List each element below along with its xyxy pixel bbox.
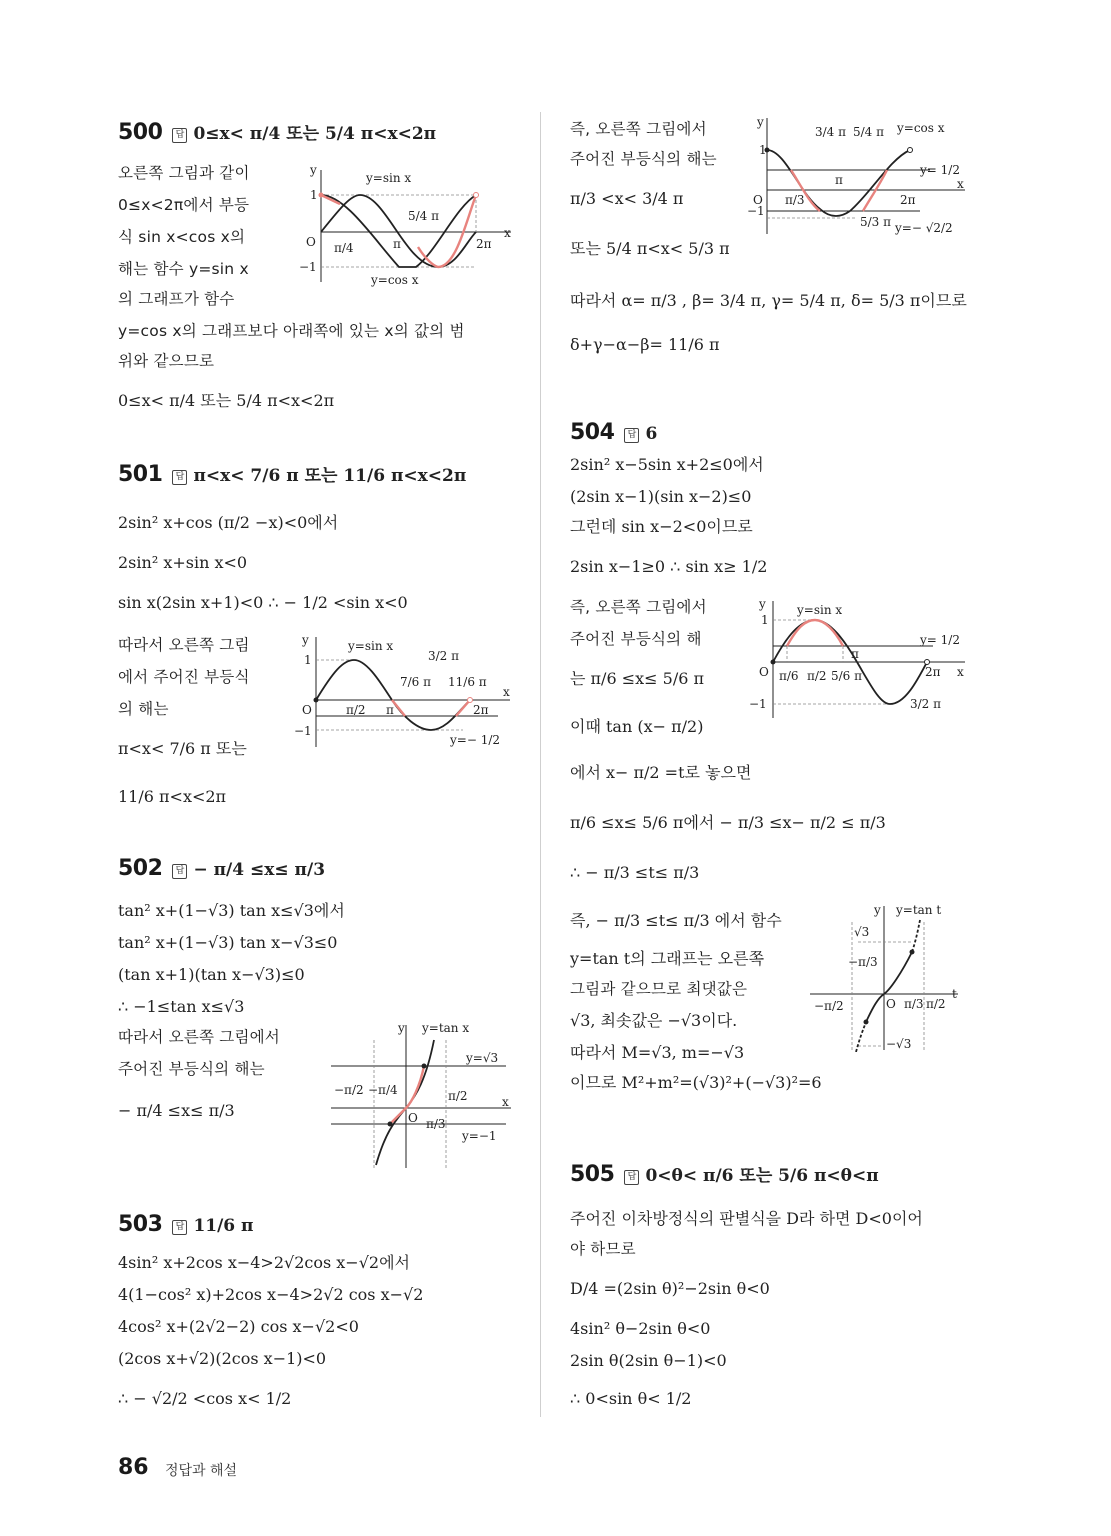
graph-504-sin <box>745 596 970 721</box>
curve-label: y=cos x <box>371 273 419 287</box>
tick-label: −π/3 <box>848 955 878 969</box>
tick-label: 3/2 π <box>910 697 942 711</box>
curve-label: y=cos x <box>897 121 945 135</box>
origin-label: O <box>886 997 896 1011</box>
origin-label: O <box>759 665 769 679</box>
text-line: ∴ 0<sin θ< 1/2 <box>570 1389 692 1408</box>
axis-label: y <box>759 597 766 611</box>
text-line: tan² x+(1−√3) tan x−√3≤0 <box>118 933 338 952</box>
curve-label: y=tan t <box>896 903 942 917</box>
line-label: y= 1/2 <box>920 633 960 647</box>
tick-label: −√3 <box>886 1037 912 1051</box>
tick-label: π/2 <box>346 703 366 717</box>
origin-label: O <box>408 1111 418 1125</box>
tick-label: 2π <box>473 703 489 717</box>
text-line: π/3 <x< 3/4 π <box>570 189 684 208</box>
tick-label: π/3 <box>426 1117 446 1131</box>
problem-503-header <box>118 1214 254 1237</box>
axis-label: x <box>504 226 511 240</box>
tick-label: 2π <box>925 665 941 679</box>
tick-label: π/2 <box>448 1089 468 1103</box>
tick-label: 2π <box>900 193 916 207</box>
text-line: 위와 같으므로 <box>118 352 215 370</box>
tick-label: −π/4 <box>368 1083 398 1097</box>
answer: 0<θ< π/6 또는 5/6 π<θ<π <box>645 1166 879 1186</box>
text-line: 따라서 M=√3, m=−√3 <box>570 1043 745 1062</box>
answer-icon: 답 <box>624 428 639 443</box>
answer-icon: 답 <box>172 470 187 485</box>
tick-label: 1 <box>310 188 318 202</box>
column-divider <box>540 112 541 1417</box>
graph-503 <box>745 114 970 239</box>
text-line: sin x(2sin x+1)<0 ∴ − 1/2 <sin x<0 <box>118 593 408 612</box>
tick-label: √3 <box>854 925 870 939</box>
line-label: y=−1 <box>462 1129 497 1143</box>
text-line: y=cos x의 그래프보다 아래쪽에 있는 x의 값의 범 <box>118 322 465 340</box>
text-line: 11/6 π<x<2π <box>118 787 227 806</box>
text-line: 이때 tan (x− π/2) <box>570 717 704 736</box>
text-line: 또는 5/4 π<x< 5/3 π <box>570 239 730 258</box>
text-line: 의 해는 <box>118 700 169 718</box>
text-line: 주어진 부등식의 해는 <box>570 150 717 168</box>
text-line: 즉, 오른쪽 그림에서 <box>570 598 707 616</box>
tick-label: π <box>835 173 843 187</box>
text-line: 4cos² x+(2√2−2) cos x−√2<0 <box>118 1317 359 1336</box>
tick-label: −1 <box>749 697 767 711</box>
text-line: 0≤x< π/4 또는 5/4 π<x<2π <box>118 391 335 410</box>
text-line: 즉, 오른쪽 그림에서 <box>570 120 707 138</box>
problem-number: 504 <box>570 420 615 445</box>
axis-label: y <box>398 1021 405 1035</box>
tick-label: −π/2 <box>814 999 844 1013</box>
tick-label: π/3 <box>904 997 924 1011</box>
text-line: 에서 x− π/2 =t로 놓으면 <box>570 763 752 782</box>
tick-label: 3/4 π <box>815 125 847 139</box>
tick-label: π/2 <box>926 997 946 1011</box>
answer: 6 <box>645 424 658 444</box>
answer: 0≤x< π/4 또는 5/4 π<x<2π <box>193 124 437 144</box>
line-label: y=√3 <box>466 1051 499 1065</box>
line-label: y= 1/2 <box>920 163 960 177</box>
text-line: 따라서 오른쪽 그림 <box>118 636 250 654</box>
problem-501-header <box>118 464 466 487</box>
axis-label: x <box>503 685 510 699</box>
text-line: δ+γ−α−β= 11/6 π <box>570 335 720 354</box>
page-section-label: 정답과 해설 <box>165 1463 238 1479</box>
tick-label: π <box>386 703 394 717</box>
text-line: 야 하므로 <box>570 1240 636 1258</box>
curve-label: y=tan x <box>422 1021 470 1035</box>
tick-label: π <box>393 237 401 251</box>
tick-label: 5/4 π <box>408 209 440 223</box>
line-label: y=− 1/2 <box>450 733 501 747</box>
tick-label: −1 <box>747 204 765 218</box>
tick-label: 5/3 π <box>860 215 892 229</box>
axis-label: x <box>957 177 964 191</box>
text-line: ∴ −1≤tan x≤√3 <box>118 997 245 1016</box>
answer: π<x< 7/6 π 또는 11/6 π<x<2π <box>193 466 467 486</box>
text-line: 주어진 이차방정식의 판별식을 D라 하면 D<0이어 <box>570 1209 923 1228</box>
problem-505-header <box>570 1164 879 1187</box>
text-line: tan² x+(1−√3) tan x≤√3에서 <box>118 901 345 920</box>
text-line: 2sin² x+cos (π/2 −x)<0에서 <box>118 513 339 532</box>
answer-icon: 답 <box>172 1220 187 1235</box>
text-line: y=tan t의 그래프는 오른쪽 <box>570 949 765 968</box>
graph-504-tan <box>808 902 968 1052</box>
problem-502-header <box>118 858 325 881</box>
text-line: √3, 최솟값은 −√3이다. <box>570 1011 738 1030</box>
axis-label: t <box>952 987 957 1001</box>
text-line: (2cos x+√2)(2cos x−1)<0 <box>118 1349 327 1368</box>
text-line: 식 sin x<cos x의 <box>118 228 246 246</box>
text-line: 에서 주어진 부등식 <box>118 668 250 686</box>
text-line: 그림과 같으므로 최댓값은 <box>570 980 748 998</box>
text-line: π/6 ≤x≤ 5/6 π에서 − π/3 ≤x− π/2 ≤ π/3 <box>570 813 886 832</box>
text-line: 주어진 부등식의 해 <box>570 630 702 648</box>
curve-label: y=sin x <box>797 603 843 617</box>
tick-label: −1 <box>299 260 317 274</box>
text-line: − π/4 ≤x≤ π/3 <box>118 1101 235 1120</box>
problem-500-header <box>118 122 436 145</box>
text-line: 는 π/6 ≤x≤ 5/6 π <box>570 669 704 688</box>
text-line: (2sin x−1)(sin x−2)≤0 <box>570 487 752 506</box>
axis-label: y <box>757 115 764 129</box>
tick-label: π <box>851 647 859 661</box>
tick-label: 1 <box>304 653 312 667</box>
tick-label: −π/2 <box>334 1083 364 1097</box>
text-line: 2sin² x−5sin x+2≤0에서 <box>570 455 764 474</box>
text-line: 해는 함수 y=sin x <box>118 260 249 278</box>
graph-500 <box>296 162 518 287</box>
text-line: 2sin θ(2sin θ−1)<0 <box>570 1351 727 1370</box>
tick-label: −1 <box>294 724 312 738</box>
tick-label: π/2 <box>807 669 827 683</box>
answer: − π/4 ≤x≤ π/3 <box>193 860 326 880</box>
axis-label: x <box>957 665 964 679</box>
text-line: 오른쪽 그림과 같이 <box>118 164 250 182</box>
line-label: y=− √2/2 <box>895 221 953 235</box>
graph-501 <box>288 632 518 752</box>
origin-label: O <box>302 703 312 717</box>
tick-label: 5/4 π <box>853 125 885 139</box>
text-line: 의 그래프가 함수 <box>118 290 235 308</box>
text-line: 따라서 오른쪽 그림에서 <box>118 1028 280 1046</box>
curve-label: y=sin x <box>366 171 412 185</box>
text-line: 주어진 부등식의 해는 <box>118 1060 265 1078</box>
answer-icon: 답 <box>172 864 187 879</box>
answer-icon: 답 <box>624 1170 639 1185</box>
problem-number: 501 <box>118 462 163 487</box>
axis-label: y <box>310 163 317 177</box>
graph-502 <box>326 1020 516 1170</box>
problem-number: 500 <box>118 120 163 145</box>
text-line: 2sin² x+sin x<0 <box>118 553 248 572</box>
tick-label: 5/6 π <box>831 669 863 683</box>
axis-label: y <box>874 903 881 917</box>
text-line: 4(1−cos² x)+2cos x−4>2√2 cos x−√2 <box>118 1285 424 1304</box>
answer-icon: 답 <box>172 128 187 143</box>
text-line: (tan x+1)(tan x−√3)≤0 <box>118 965 305 984</box>
tick-label: 3/2 π <box>428 649 460 663</box>
text-line: D/4 =(2sin θ)²−2sin θ<0 <box>570 1279 770 1298</box>
text-line: 2sin x−1≥0 ∴ sin x≥ 1/2 <box>570 557 768 576</box>
tick-label: π/3 <box>785 193 805 207</box>
text-line: 즉, − π/3 ≤t≤ π/3 에서 함수 <box>570 911 782 930</box>
tick-label: 1 <box>759 143 767 157</box>
text-line: ∴ − √2/2 <cos x< 1/2 <box>118 1389 292 1408</box>
text-line: 이므로 M²+m²=(√3)²+(−√3)²=6 <box>570 1073 822 1092</box>
tick-label: 2π <box>476 237 492 251</box>
origin-label: O <box>753 193 763 207</box>
tick-label: 11/6 π <box>448 675 487 689</box>
text-line: 4sin² x+2cos x−4>2√2cos x−√2에서 <box>118 1253 410 1272</box>
text-line: 4sin² θ−2sin θ<0 <box>570 1319 711 1338</box>
axis-label: x <box>502 1095 509 1109</box>
problem-number: 502 <box>118 856 163 881</box>
tick-label: 7/6 π <box>400 675 432 689</box>
text-line: π<x< 7/6 π 또는 <box>118 739 247 758</box>
tick-label: π/6 <box>779 669 799 683</box>
problem-504-header <box>570 422 657 445</box>
answer: 11/6 π <box>193 1216 254 1236</box>
problem-number: 505 <box>570 1162 615 1187</box>
axis-label: y <box>302 633 309 647</box>
page-number: 86 <box>118 1455 149 1480</box>
text-line: 0≤x<2π에서 부등 <box>118 196 250 214</box>
text-line: 그런데 sin x−2<0이므로 <box>570 517 753 536</box>
tick-label: π/4 <box>334 241 354 255</box>
problem-number: 503 <box>118 1212 163 1237</box>
origin-label: O <box>306 235 316 249</box>
text-line: ∴ − π/3 ≤t≤ π/3 <box>570 863 700 882</box>
text-line: 따라서 α= π/3 , β= 3/4 π, γ= 5/4 π, δ= 5/3 π이므로 <box>570 291 967 310</box>
curve-label: y=sin x <box>348 639 394 653</box>
tick-label: 1 <box>761 613 769 627</box>
